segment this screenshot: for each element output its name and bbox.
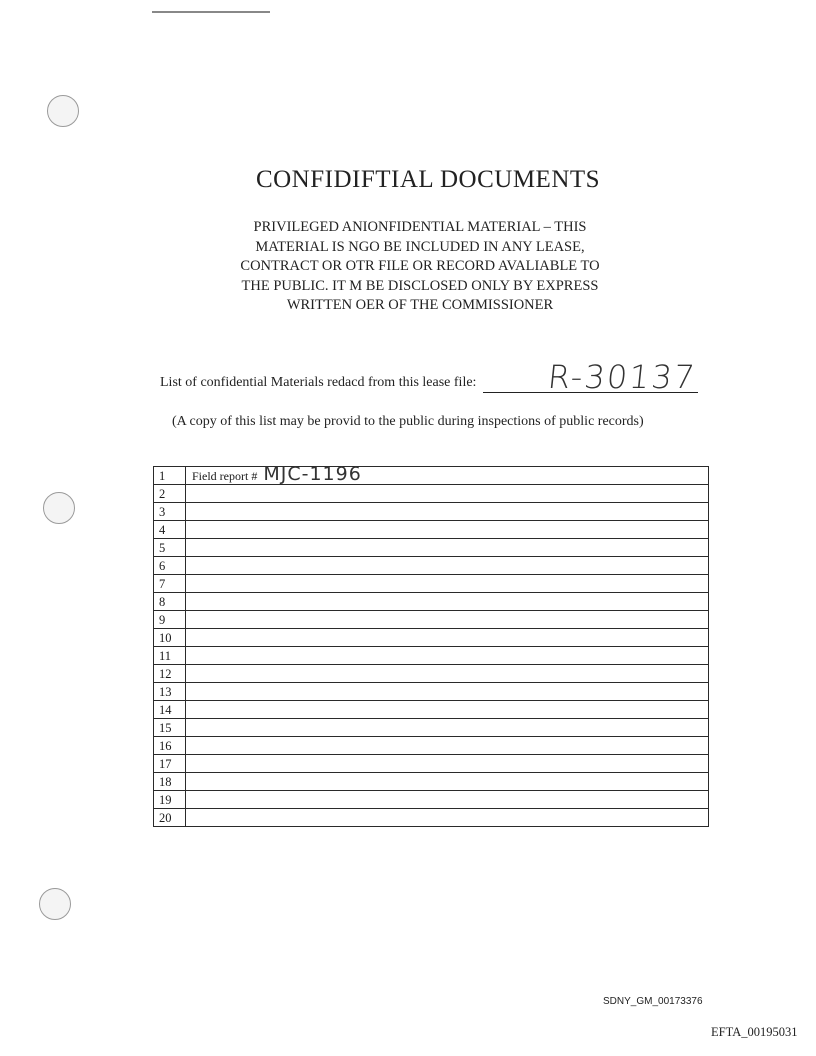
row-description: [186, 485, 709, 503]
row-number: 20: [154, 809, 186, 827]
row-description: [186, 575, 709, 593]
row-number: 6: [154, 557, 186, 575]
row-description: [186, 539, 709, 557]
row-description: [186, 647, 709, 665]
row-number: 11: [154, 647, 186, 665]
warning-line: PRIVILEGED ANIONFIDENTIAL MATERIAL – THIS: [253, 219, 587, 235]
page-title: CONFIDIFTIAL DOCUMENTS: [255, 166, 601, 193]
row-number: 5: [154, 539, 186, 557]
row-number: 10: [154, 629, 186, 647]
row-number: 16: [154, 737, 186, 755]
warning-line: CONTRACT OR OTR FILE OR RECORD AVALIABLE TO: [240, 258, 600, 274]
table-row: [154, 593, 709, 611]
table-row: [154, 647, 709, 665]
table-row: [154, 485, 709, 503]
row-number: 12: [154, 665, 186, 683]
row-description: [186, 737, 709, 755]
table-row: [154, 611, 709, 629]
table-row: [154, 755, 709, 773]
punch-hole-middle: [43, 492, 75, 524]
row-description: [186, 521, 709, 539]
table-row: [154, 503, 709, 521]
table-row: [154, 521, 709, 539]
row-number: 1: [154, 467, 186, 485]
row-description: [186, 773, 709, 791]
copy-note: (A copy of this list may be provid to the public during inspections of public records): [172, 414, 644, 429]
materials-table: [153, 463, 709, 827]
table-row: [154, 737, 709, 755]
table-row: [154, 719, 709, 737]
scan-smudge-top: [152, 11, 270, 13]
row-number: 18: [154, 773, 186, 791]
row-description: [186, 593, 709, 611]
field-value: MJC-1196: [263, 463, 362, 485]
row-number: 7: [154, 575, 186, 593]
row-description: [186, 629, 709, 647]
confidentiality-warning: [205, 218, 635, 316]
table-row: [154, 791, 709, 809]
punch-hole-bottom: [39, 888, 71, 920]
row-description: [186, 791, 709, 809]
row-description: [186, 557, 709, 575]
table-row: [154, 575, 709, 593]
row-description: [186, 701, 709, 719]
table-row: [154, 701, 709, 719]
row-description: [186, 665, 709, 683]
warning-line: THE PUBLIC. IT M BE DISCLOSED ONLY BY EXPRESS: [241, 277, 599, 294]
row-number: 19: [154, 791, 186, 809]
row-description: [186, 611, 709, 629]
row-number: 13: [154, 683, 186, 701]
lease-number: R-30137: [546, 358, 699, 396]
table-row: [154, 665, 709, 683]
row-description: [186, 755, 709, 773]
table-row: [154, 467, 709, 485]
row-number: 3: [154, 503, 186, 521]
row-number: 14: [154, 701, 186, 719]
row-number: 17: [154, 755, 186, 773]
row-number: 4: [154, 521, 186, 539]
row-description: [186, 683, 709, 701]
row-number: 9: [154, 611, 186, 629]
table-row: [154, 809, 709, 827]
row-description: [186, 719, 709, 737]
row-description: [186, 503, 709, 521]
warning-line: MATERIAL IS NGO BE INCLUDED IN ANY LEASE,: [255, 238, 585, 255]
warning-line: WRITTEN OER OF THE COMMISSIONER: [286, 297, 554, 313]
table-row: [154, 557, 709, 575]
bates-number: SDNY_GM_00173376: [603, 996, 703, 1007]
list-label: List of confidential Materials redacd from this lease file:: [160, 375, 477, 390]
table-row: [154, 773, 709, 791]
row-description: [186, 463, 709, 485]
row-description: [186, 809, 709, 827]
punch-hole-top: [47, 95, 79, 127]
row-number: 15: [154, 719, 186, 737]
field-prefix: Field report #: [192, 469, 258, 483]
table-row: [154, 629, 709, 647]
row-number: 2: [154, 485, 186, 503]
table-row: [154, 683, 709, 701]
table-row: [154, 539, 709, 557]
row-number: 8: [154, 593, 186, 611]
efta-number: EFTA_00195031: [711, 1025, 798, 1039]
